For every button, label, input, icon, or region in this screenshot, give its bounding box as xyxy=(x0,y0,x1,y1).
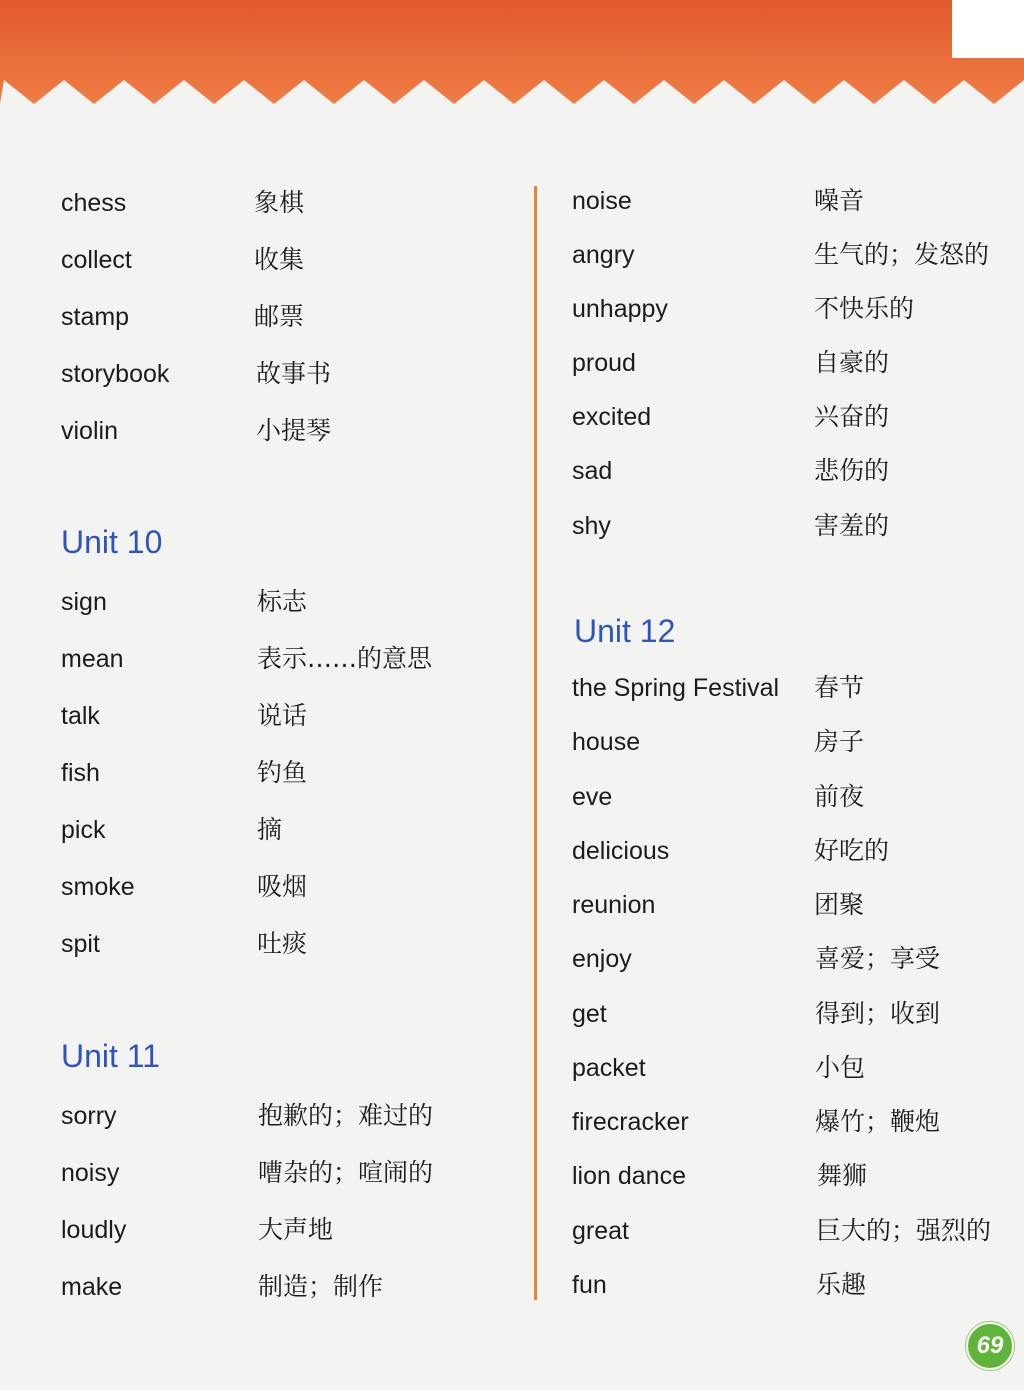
vocab-translation: 象棋 xyxy=(254,188,305,217)
page-number-badge: 69 xyxy=(966,1322,1014,1370)
vocab-translation: 摘 xyxy=(257,815,283,844)
vocab-word: talk xyxy=(61,702,100,730)
vocab-word: pick xyxy=(61,816,106,844)
vocab-translation: 前夜 xyxy=(814,782,865,811)
vocab-translation: 害羞的 xyxy=(814,511,890,540)
vocab-translation: 收集 xyxy=(254,245,305,274)
vocab-translation: 吐痰 xyxy=(257,929,308,958)
vocab-word: eve xyxy=(572,783,613,811)
vocab-translation: 得到；收到 xyxy=(815,999,941,1028)
vocab-word: smoke xyxy=(61,873,135,901)
vocab-translation: 钓鱼 xyxy=(257,758,308,787)
vocab-translation: 说话 xyxy=(257,701,308,730)
vocab-word: noisy xyxy=(61,1159,120,1187)
vocab-word: collect xyxy=(61,246,132,274)
vocab-translation: 兴奋的 xyxy=(814,402,890,431)
vocab-word: the Spring Festival xyxy=(572,674,780,702)
vocab-translation: 邮票 xyxy=(254,302,305,331)
column-divider xyxy=(534,186,537,1300)
vocab-word: excited xyxy=(572,403,652,431)
vocab-word: firecracker xyxy=(572,1108,689,1136)
vocab-translation: 好吃的 xyxy=(814,836,890,865)
vocab-translation: 小提琴 xyxy=(256,416,332,445)
vocab-word: get xyxy=(572,1000,607,1028)
vocab-translation: 嘈杂的；喧闹的 xyxy=(258,1158,434,1187)
vocab-word: noise xyxy=(572,187,632,215)
vocab-translation: 团聚 xyxy=(814,890,865,919)
vocab-word: fish xyxy=(61,759,100,787)
vocab-translation: 噪音 xyxy=(814,186,865,215)
vocab-word: mean xyxy=(61,645,124,673)
vocab-word: loudly xyxy=(61,1216,127,1244)
vocab-word: packet xyxy=(572,1054,646,1082)
vocab-word: sign xyxy=(61,588,107,616)
vocab-translation: 生气的；发怒的 xyxy=(814,240,990,269)
vocab-word: violin xyxy=(61,417,118,445)
vocab-translation: 房子 xyxy=(814,727,865,756)
header-corner-box xyxy=(952,0,1024,58)
vocab-translation: 不快乐的 xyxy=(814,294,915,323)
vocab-word: delicious xyxy=(572,837,670,865)
vocab-word: lion dance xyxy=(572,1162,686,1190)
vocab-word: angry xyxy=(572,241,635,269)
page-header-banner xyxy=(0,0,1024,110)
vocab-translation: 小包 xyxy=(815,1053,866,1082)
vocab-translation: 悲伤的 xyxy=(814,456,890,485)
vocab-word: unhappy xyxy=(572,295,668,323)
vocab-translation: 喜爱；享受 xyxy=(815,944,941,973)
vocab-translation: 故事书 xyxy=(256,359,332,388)
vocab-word: chess xyxy=(61,189,127,217)
vocab-word: proud xyxy=(572,349,636,377)
vocab-translation: 春节 xyxy=(814,673,865,702)
vocab-translation: 大声地 xyxy=(258,1215,334,1244)
unit-12-heading: Unit 12 xyxy=(574,613,676,649)
vocab-translation: 标志 xyxy=(257,587,308,616)
vocab-word: spit xyxy=(61,930,100,958)
vocab-translation: 舞狮 xyxy=(817,1161,868,1190)
vocab-word: fun xyxy=(572,1271,607,1299)
vocab-translation: 巨大的；强烈的 xyxy=(816,1216,992,1245)
vocab-translation: 爆竹；鞭炮 xyxy=(815,1107,941,1136)
vocab-word: enjoy xyxy=(572,945,632,973)
unit-10-heading: Unit 10 xyxy=(61,524,163,560)
vocab-translation: 乐趣 xyxy=(816,1270,867,1299)
vocab-word: make xyxy=(61,1273,123,1301)
unit-11-heading: Unit 11 xyxy=(61,1038,161,1074)
vocab-word: sad xyxy=(572,457,613,485)
vocab-word: storybook xyxy=(61,360,170,388)
vocab-translation: 吸烟 xyxy=(257,872,308,901)
vocab-translation: 自豪的 xyxy=(814,348,890,377)
vocab-translation: 表示……的意思 xyxy=(257,644,433,673)
vocab-word: stamp xyxy=(61,303,130,331)
vocab-translation: 制造；制作 xyxy=(258,1272,384,1301)
vocab-word: sorry xyxy=(61,1102,117,1130)
vocab-word: shy xyxy=(572,512,611,540)
vocab-word: great xyxy=(572,1217,629,1245)
vocab-translation: 抱歉的；难过的 xyxy=(258,1101,434,1130)
vocab-word: reunion xyxy=(572,891,656,919)
vocab-word: house xyxy=(572,728,641,756)
